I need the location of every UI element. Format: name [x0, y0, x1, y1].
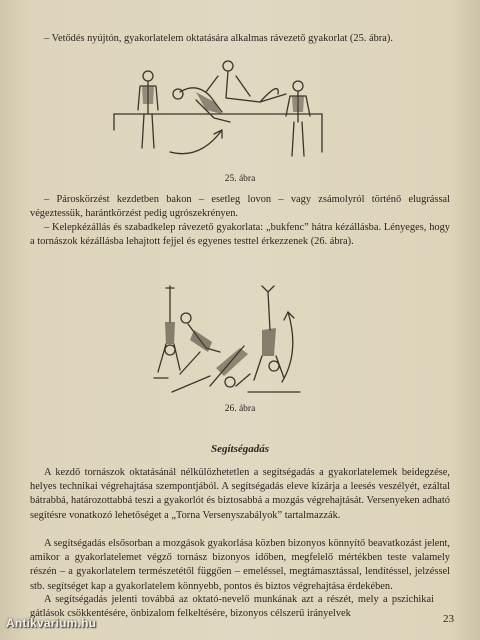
figure-25-caption: 25. ábra: [224, 174, 256, 184]
paragraph-segitsegadas-2: A segítségadás elsősorban a mozgások gyakorlása közben bizonyos könnyítő beavatkozást jelent, amikor a gyakorlatelemet végző tornász bizonyos időben, megfelelő mértékben teste valamely részén – a gyakorlatelem természetétől függően – emeléssel, megtámasztással, lendítéssel, jelzéssel stb. segítséget kap a gyakorlatelem könnyebb, pontos és biztos végrehajtása érdekében.: [30, 538, 450, 592]
figure-25-illustration: [110, 52, 350, 172]
paragraph-segitsegadas-3: A segítségadás jelenti továbbá az oktató-nevelő munkának azt a részét, mely a pszichikai gátlások csökkentésére, önbizalom felkeltésére, bizonyos célszerű irányelvek: [30, 594, 434, 620]
paragraph-kelepkezallas: – Kelepkézállás és szabadkelep rávezető gyakorlata: „bukfenc” hátra kézállásba. Lényeges, hogy a tornászok kézállásba lehajtott fejjel és egyenes testtel érkezzenek (26. ábra).: [30, 222, 450, 248]
section-title: Segítségadás: [210, 443, 270, 455]
paragraph-vetodes: – Vetődés nyújtón, gyakorlatelem oktatására alkalmas rávezető gyakorlat (25. ábra).: [44, 33, 393, 44]
figure-26-illustration: [150, 282, 310, 400]
paragraph-paroskorzes: – Pároskörzést kezdetben bakon – esetleg lovon – vagy zsámolyról történő elugrással végeztessük, harántkörzést pedig ugrószekrényen.: [30, 194, 450, 220]
page-number: 23: [443, 613, 454, 625]
paragraph-segitsegadas-1: A kezdő tornászok oktatásánál nélkülözhetetlen a segítségadás a gyakorlatelemek beidegzése, helyes technikai végrehajtása szempontjából. A segítségadás eleve kizárja a leesés veszélyét, ezáltal bátrabbá, határozottabbá teszi a gyakorlót és biztosabbá a mozgás végrehajtását. Versenyeken adható segítésre vonatkozó lehetőséget a „Torna Versenyszabályok” tartalmazzák.: [30, 467, 450, 521]
figure-26-caption: 26. ábra: [224, 404, 256, 414]
watermark-logo: Antikvarium.hu: [6, 616, 97, 630]
